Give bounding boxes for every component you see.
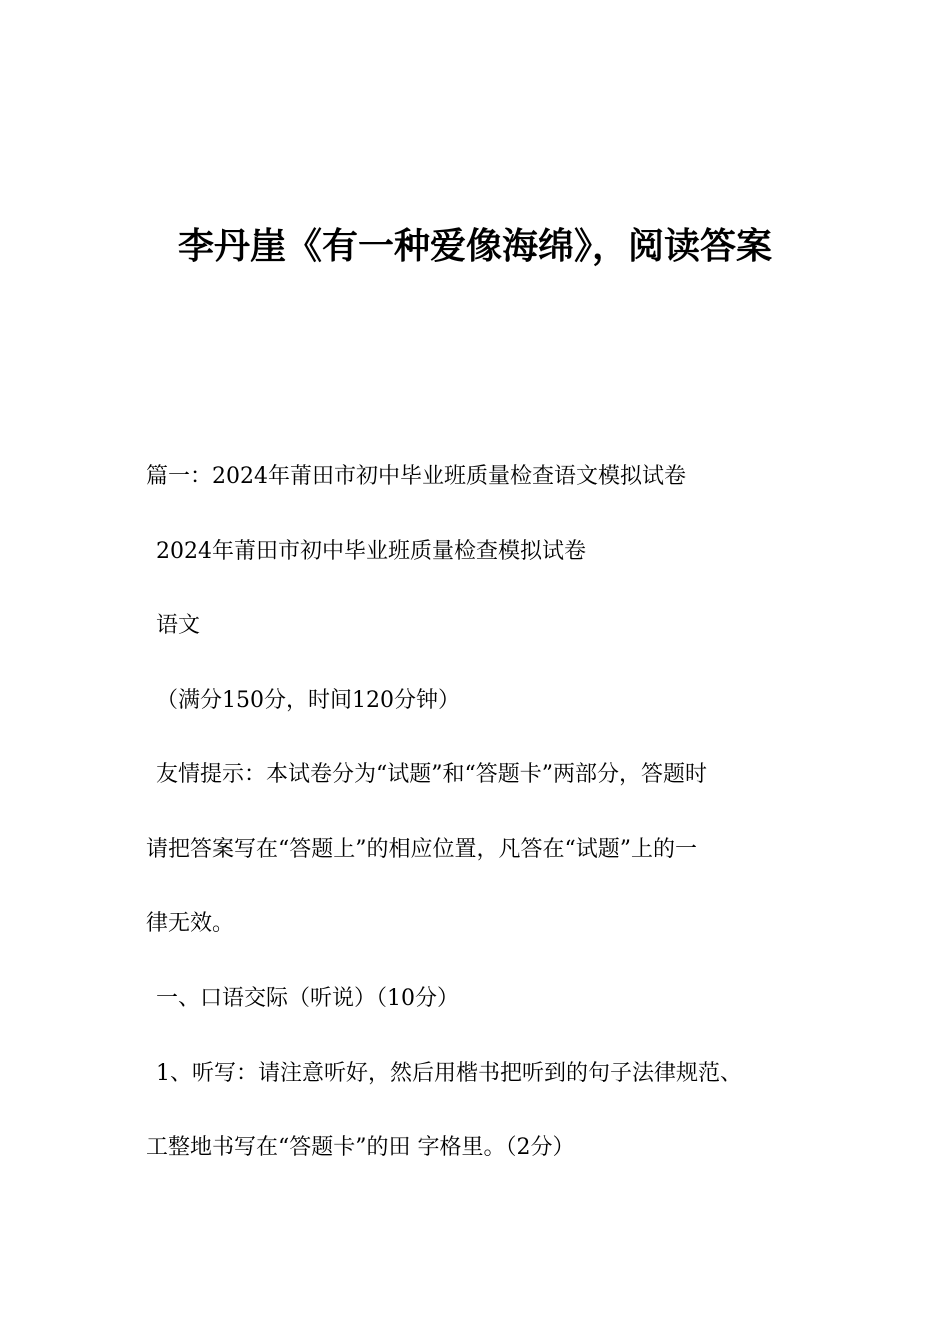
document-title: 李丹崖《有一种爱像海绵》，阅读答案 [177,226,772,267]
paragraph-line-3: 语文 [156,613,201,638]
paragraph-line-1: 篇一：2024年莆田市初中毕业班质量检查语文模拟试卷 [146,464,686,489]
paragraph-line-10: 工整地书写在“答题卡”的田 字格里。（2分） [146,1135,575,1160]
paragraph-line-6: 请把答案写在“答题上”的相应位置，凡答在“试题”上的一 [146,837,697,862]
paragraph-line-7: 律无效。 [146,911,235,936]
paragraph-line-4: （满分150分，时间120分钟） [156,688,460,713]
paragraph-line-8: 一、口语交际（听说）（10分） [156,986,459,1011]
paragraph-line-2: 2024年莆田市初中毕业班质量检查模拟试卷 [156,539,586,564]
paragraph-line-9: 1、听写：请注意听好，然后用楷书把听到的句子法律规范、 [156,1061,742,1086]
paragraph-line-5: 友情提示：本试卷分为“试题”和“答题卡”两部分，答题时 [156,762,707,787]
